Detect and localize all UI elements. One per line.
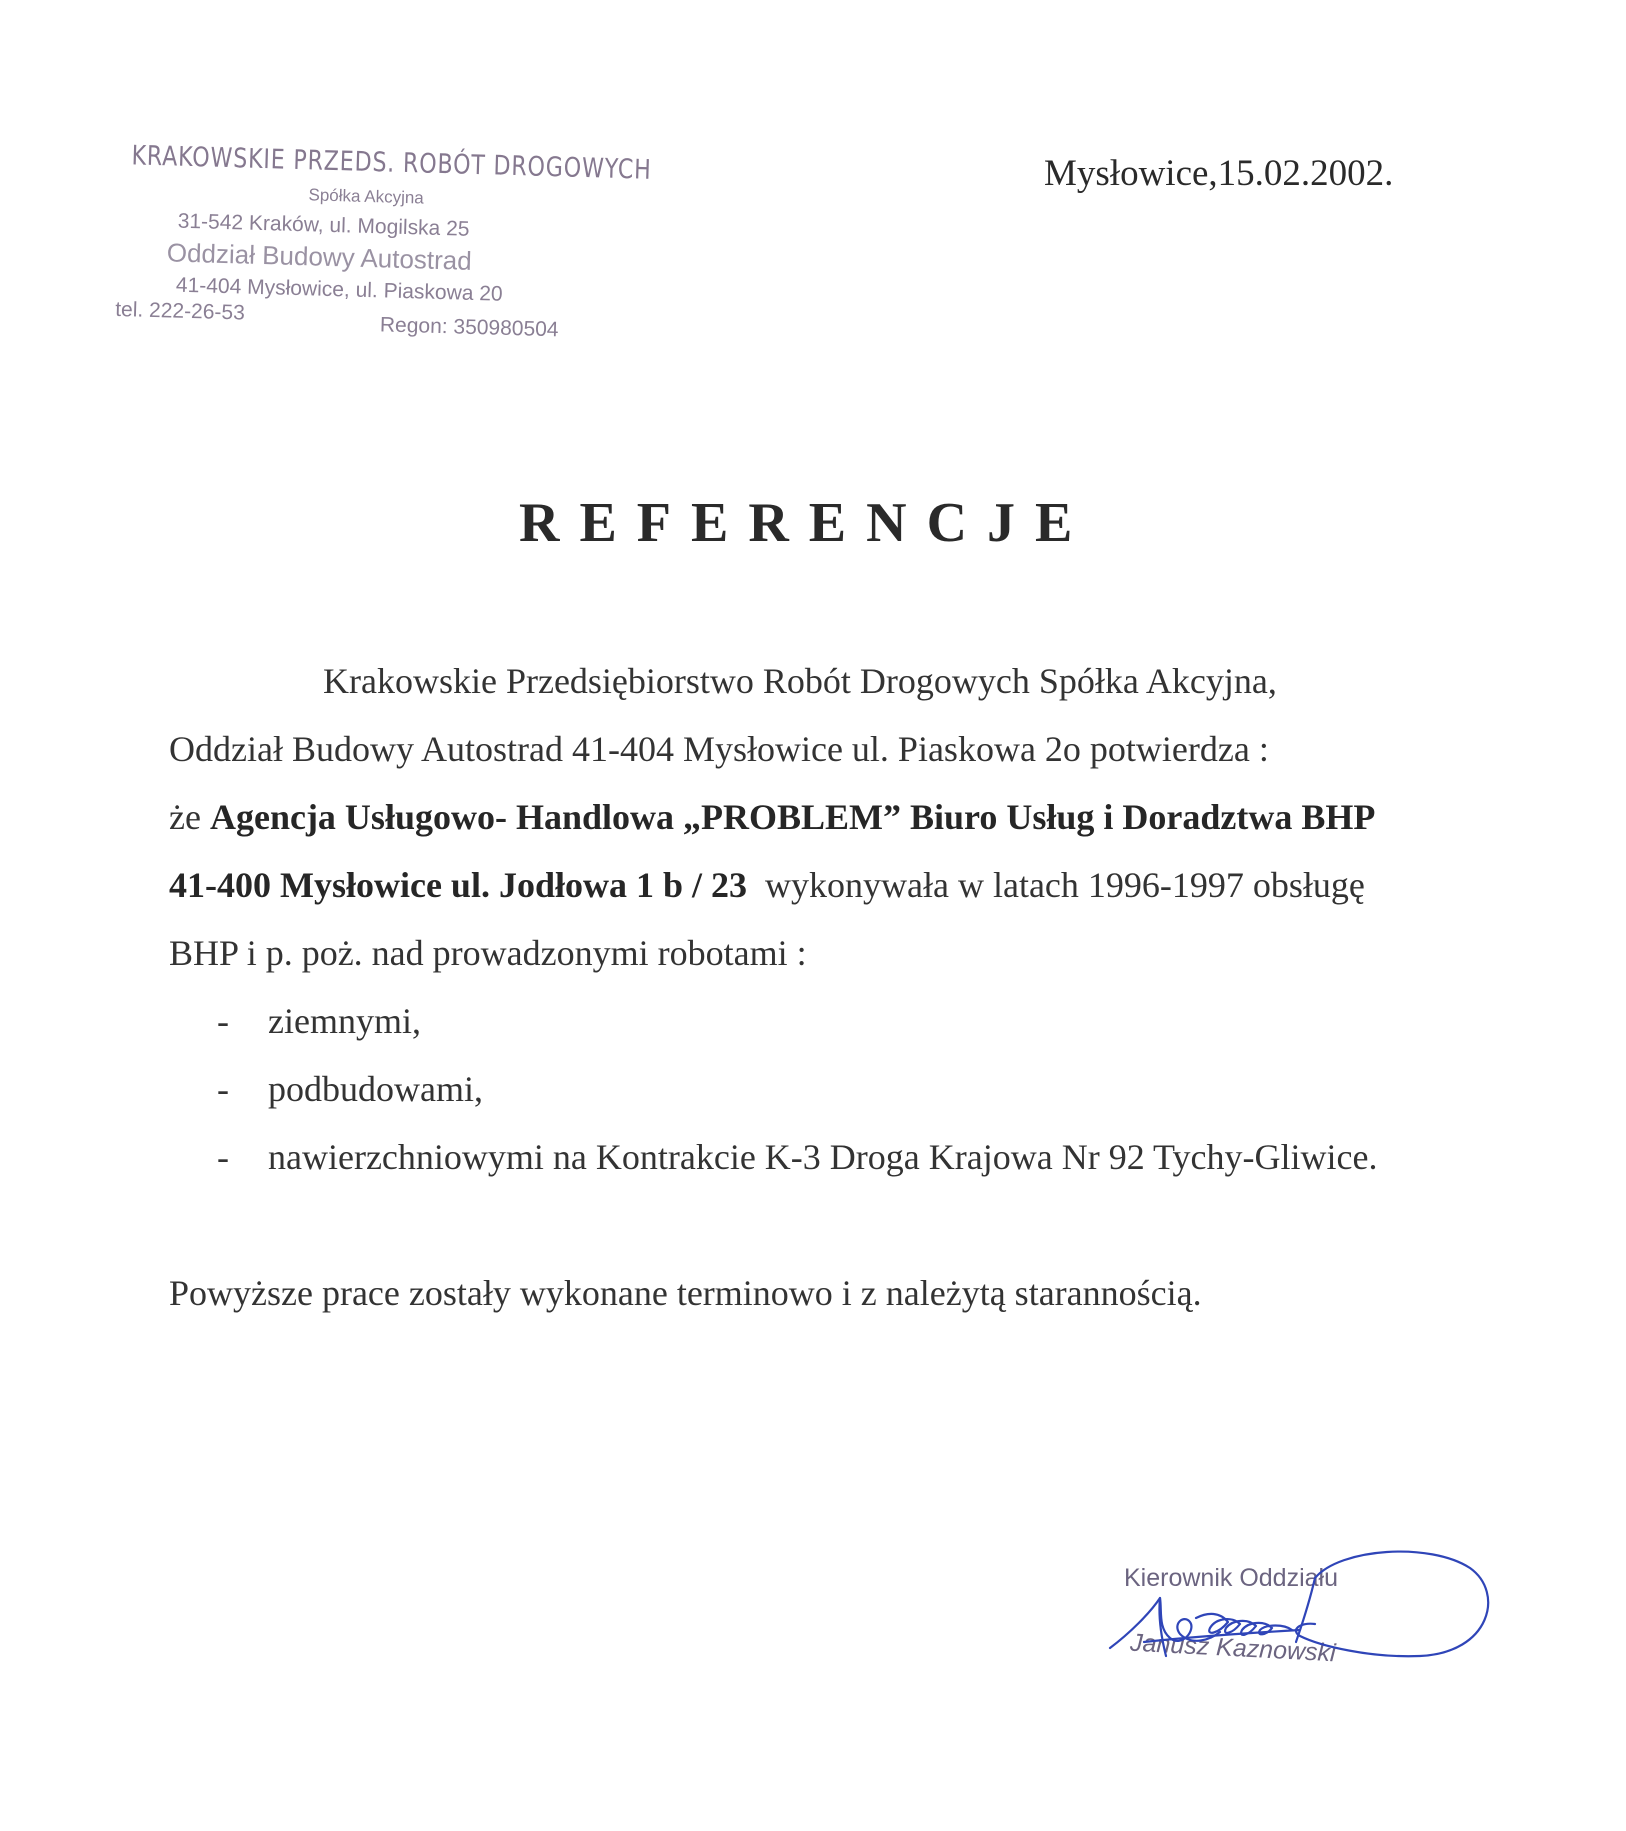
stamp-address-main: 31-542 Kraków, ul. Mogilska 25 bbox=[177, 209, 470, 241]
signature-name: Janusz Kaznowski bbox=[1129, 1628, 1337, 1668]
contractor-name: Agencja Usługowo- Handlowa „PROBLEM” Biuro Usług i Doradztwa BHP bbox=[209, 797, 1376, 837]
body-line-5: BHP i p. poż. nad prowadzonymi robotami : bbox=[169, 933, 807, 973]
body-line-1: Krakowskie Przedsiębiorstwo Robót Drogowych Spółka Akcyjna, bbox=[323, 661, 1277, 701]
list-item-text: podbudowami, bbox=[268, 1069, 483, 1109]
closing-sentence: Powyższe prace zostały wykonane terminowo i z należytą starannością. bbox=[169, 1273, 1202, 1313]
company-stamp bbox=[114, 140, 653, 353]
body-line-4-rest: wykonywała w latach 1996-1997 obsługę bbox=[765, 865, 1365, 905]
date-line: Mysłowice,15.02.2002. bbox=[1044, 153, 1394, 194]
stamp-heading: KRAKOWSKIE PRZEDS. ROBÓT DROGOWYCH bbox=[131, 140, 653, 186]
stamp-address-division: 41-404 Mysłowice, ul. Piaskowa 20 bbox=[175, 273, 503, 306]
body-line-3-prefix: że bbox=[169, 797, 210, 837]
body-line-3 bbox=[169, 796, 1375, 838]
contractor-address: 41-400 Mysłowice ul. Jodłowa 1 b / 23 bbox=[169, 865, 748, 905]
list-dash: - bbox=[217, 1137, 229, 1177]
handwritten-signature bbox=[1100, 1538, 1520, 1698]
body-line-2: Oddział Budowy Autostrad 41-404 Mysłowice ul. Piaskowa 2o potwierdza : bbox=[169, 729, 1269, 769]
stamp-division: Oddział Budowy Autostrad bbox=[166, 237, 473, 276]
list-dash: - bbox=[217, 1001, 229, 1041]
body-line-4 bbox=[169, 864, 1365, 906]
signature-position: Kierownik Oddziału bbox=[1124, 1564, 1338, 1592]
stamp-phone: tel. 222-26-53 bbox=[114, 297, 246, 325]
stamp-regon: Regon: 350980504 bbox=[379, 313, 559, 342]
list-item-text: ziemnymi, bbox=[268, 1001, 421, 1041]
signature-block bbox=[1100, 1538, 1520, 1698]
document-title: REFERENCJE bbox=[519, 492, 1093, 554]
list-item-text: nawierzchniowymi na Kontrakcie K-3 Droga Krajowa Nr 92 Tychy-Gliwice. bbox=[268, 1137, 1378, 1177]
stamp-company-type: Spółka Akcyjna bbox=[308, 185, 425, 208]
list-dash: - bbox=[217, 1069, 229, 1109]
